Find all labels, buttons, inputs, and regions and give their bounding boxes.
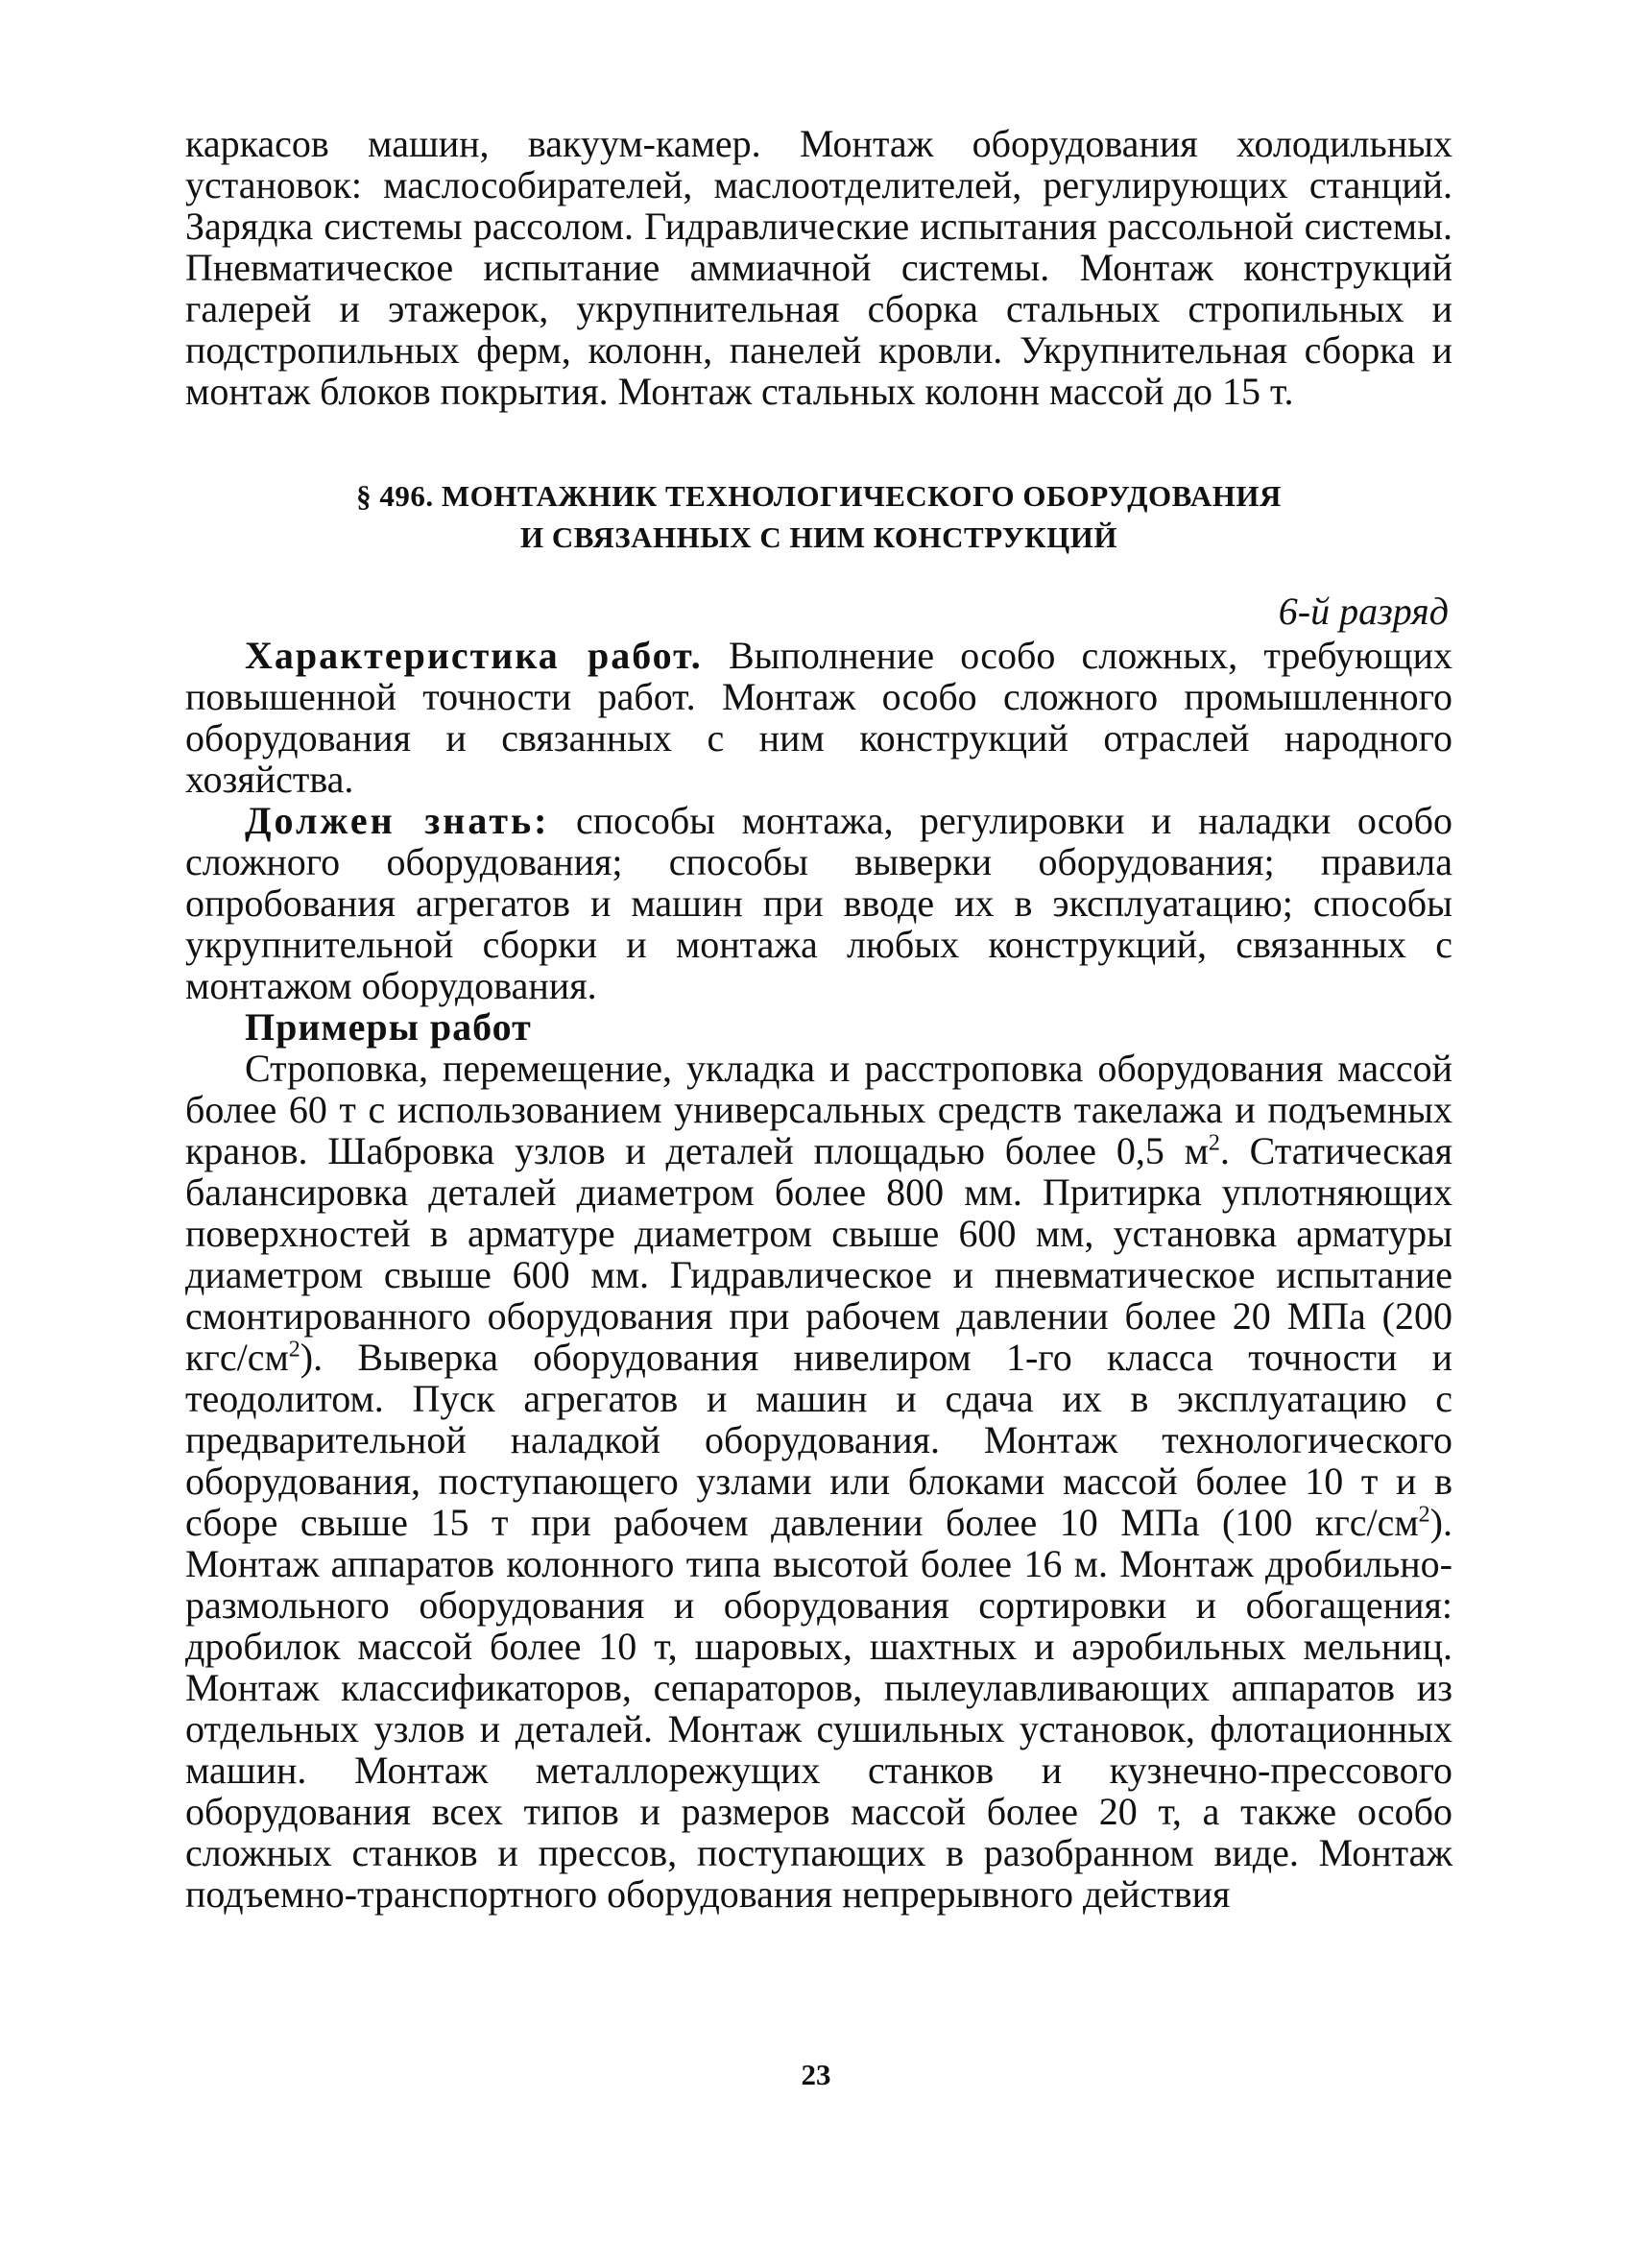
- knowledge-paragraph: [185, 800, 1452, 1006]
- section-title-line-2: И СВЯЗАННЫХ С НИМ КОНСТРУКЦИЙ: [520, 520, 1117, 554]
- knowledge-label: Должен знать:: [245, 799, 550, 842]
- superscript-3: 2: [1418, 1502, 1430, 1528]
- examples-text-4: ). Монтаж аппаратов колонного типа высотой более 16 м. Монтаж дробильно-размольного оборудования и оборудования сортировки и обогащения: дробилок массой более 10 т, шаровых, шахтных и аэробильных мельниц. Монтаж классификаторов, сепараторов, пылеулавливающих аппаратов из отдельных узлов и деталей. Монтаж сушильных установок, флотационных машин. Монтаж металлорежущих станков и кузнечно-прессового оборудования всех типов и размеров массой более 20 т, а также особо сложных станков и прессов, поступающих в разобранном виде. Монтаж подъемно-транспортного оборудования непрерывного действия: [185, 1501, 1452, 1916]
- superscript-1: 2: [1208, 1130, 1220, 1156]
- section-title-line-1: § 496. МОНТАЖНИК ТЕХНОЛОГИЧЕСКОГО ОБОРУДОВАНИЯ: [356, 479, 1282, 513]
- characteristics-paragraph: [185, 635, 1452, 800]
- characteristics-text: Выполнение особо сложных, требующих повышенной точности работ. Монтаж особо сложного промышленного оборудования и связанных с ним конструкций отраслей народного хозяйства.: [185, 634, 1452, 801]
- knowledge-text: способы монтажа, регулировки и наладки особо сложного оборудования; способы выверки оборудования; правила опробования агрегатов и машин при вводе их в эксплуатацию; способы укрупнительной сборки и монтажа любых конструкций, связанных с монтажом оборудования.: [185, 799, 1453, 1007]
- examples-text-1: Строповка, перемещение, укладка и расстроповка оборудования массой более 60 т с использованием универсальных средств такелажа и подъемных кранов. Шабровка узлов и деталей площадью более 0,5 м: [185, 1047, 1452, 1172]
- examples-heading: Примеры работ: [245, 1005, 532, 1049]
- superscript-2: 2: [288, 1337, 300, 1363]
- examples-text-3: ). Выверка оборудования нивелиром 1-го класса точности и теодолитом. Пуск агрегатов и машин и сдача их в эксплуатацию с предварительной наладкой оборудования. Монтаж технологического оборудования, поступающего узлами или блоками массой более 10 т и в сборе свыше 15 т при рабочем давлении более 10 МПа (100 кгс/см: [185, 1336, 1452, 1544]
- page-number: 23: [801, 2058, 831, 2091]
- section-heading: [185, 475, 1452, 558]
- examples-text-2: . Статическая балансировка деталей диаметром более 800 мм. Притирка уплотняющих поверхностей в арматуре диаметром свыше 600 мм, установка арматуры диаметром свыше 600 мм. Гидравлическое и пневматическое испытание смонтированного оборудования при рабочем давлении более 20 МПа (200 кгс/см: [185, 1129, 1453, 1379]
- page-content: [185, 123, 1452, 1915]
- grade-label: 6-й разряд: [1278, 590, 1449, 633]
- characteristics-label: Характеристика работ.: [245, 634, 703, 677]
- examples-paragraph: [185, 1048, 1452, 1915]
- continuation-paragraph: каркасов машин, вакуум-камер. Монтаж оборудования холодильных установок: маслособирателей, маслоотделителей, регулирующих станций. Зарядка системы рассолом. Гидравлические испытания рассольной системы. Пневматическое испытание аммиачной системы. Монтаж конструкций галерей и этажерок, укрупнительная сборка стальных стропильных и подстропильных ферм, колонн, панелей кровли. Укрупнительная сборка и монтаж блоков покрытия. Монтаж стальных колонн массой до 15 т.: [185, 122, 1452, 413]
